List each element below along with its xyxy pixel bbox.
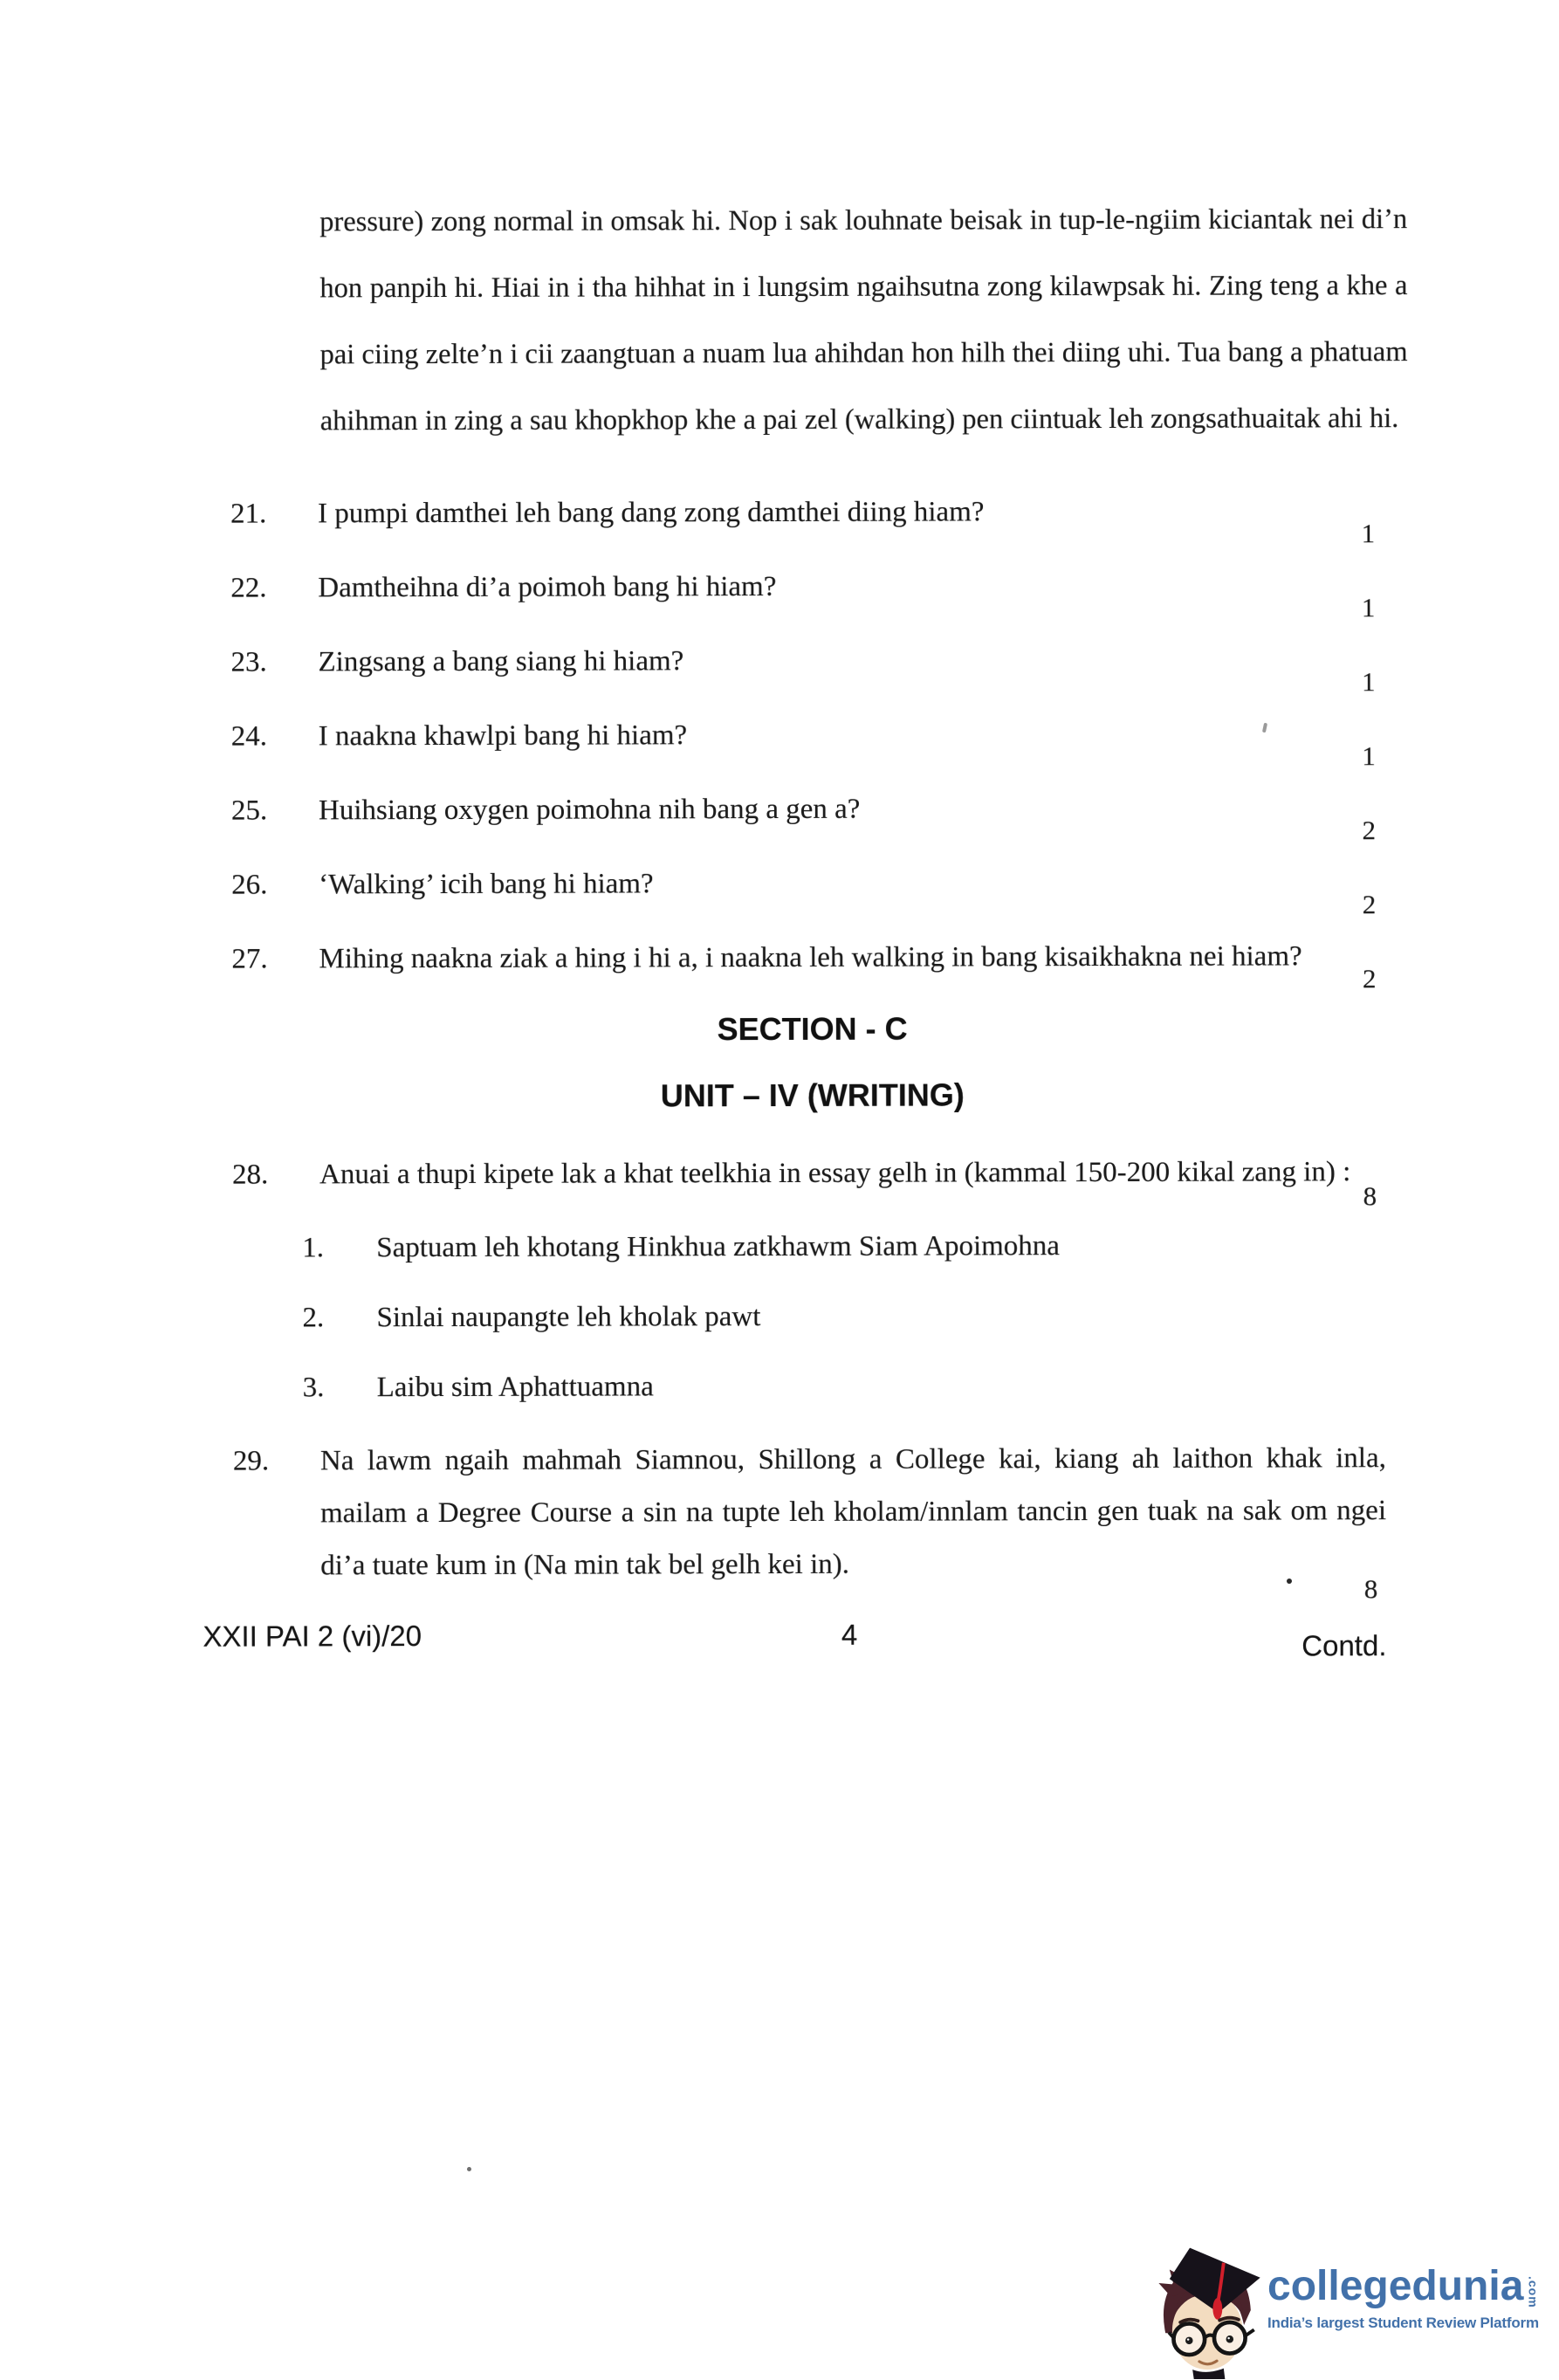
paper-code: XXII PAI 2 (vi)/20 xyxy=(203,1620,422,1653)
question-29-block xyxy=(232,1432,1387,1605)
essay-topic-1 xyxy=(302,1222,1385,1270)
logo-tagline: India’s largest Student Review Platform xyxy=(1267,2315,1539,2331)
question-number: 22. xyxy=(230,572,267,604)
question-marks: 8 xyxy=(1363,1573,1378,1605)
question-27 xyxy=(231,933,1384,994)
topic-text: Laibu sim Aphattuamna xyxy=(376,1371,654,1404)
question-29 xyxy=(232,1432,1387,1605)
question-text: Huihsiang oxygen poimohna nih bang a gen a? xyxy=(318,793,861,827)
question-text: ‘Walking’ icih bang hi hiam? xyxy=(319,868,654,901)
question-number: 28. xyxy=(231,1159,269,1191)
question-number: 21. xyxy=(230,498,267,530)
question-number: 29. xyxy=(232,1445,270,1477)
question-number: 27. xyxy=(231,943,268,975)
topic-number: 3. xyxy=(302,1372,325,1404)
question-list xyxy=(230,488,1384,994)
question-number: 26. xyxy=(231,869,268,901)
question-text: Anuai a thupi kipete lak a khat teelkhia in essay gelh in (kammal 150-200 kikal zang in) : xyxy=(319,1156,1351,1191)
question-marks: 2 xyxy=(1362,963,1377,994)
question-marks: 8 xyxy=(1363,1180,1377,1212)
topic-text: Sinlai naupangte leh kholak pawt xyxy=(376,1301,761,1334)
question-text: I naakna khawlpi bang hi hiam? xyxy=(318,719,688,753)
question-26 xyxy=(231,859,1384,920)
question-25 xyxy=(230,785,1384,846)
scan-artifact-dot xyxy=(1287,1579,1292,1584)
topic-number: 1. xyxy=(302,1232,325,1264)
question-21 xyxy=(230,488,1384,549)
question-marks: 1 xyxy=(1361,592,1376,623)
question-number: 24. xyxy=(230,720,268,753)
topic-text: Saptuam leh khotang Hinkhua zatkhawm Siam Apoimohna xyxy=(376,1230,1061,1264)
essay-topic-3 xyxy=(303,1362,1386,1410)
essay-topic-2 xyxy=(302,1292,1385,1340)
question-marks: 1 xyxy=(1362,740,1376,772)
logo-wordmark: collegedunia xyxy=(1267,2263,1524,2309)
question-marks: 2 xyxy=(1362,889,1377,920)
question-28 xyxy=(231,1147,1385,1212)
question-text: I pumpi damthei leh bang dang zong damthei diing hiam? xyxy=(318,496,985,530)
logo-text-block xyxy=(1267,2264,1540,2332)
unit-heading: UNIT – IV (WRITING) xyxy=(660,1077,965,1114)
question-28-block xyxy=(232,1147,1386,1410)
question-text: Na lawm ngaih mahmah Siamnou, Shillong a College kai, kiang ah laithon khak inla, mailam a Degree Course a sin na tupte leh kholam/innlam tancin gen tuak na sak om ngei di’a tuate kum in (Na min tak bel gelh kei in). xyxy=(319,1442,1387,1582)
question-23 xyxy=(230,636,1384,698)
scan-artifact-dot xyxy=(467,2167,471,2171)
question-text: Mihing naakna ziak a hing i hi a, i naakna leh walking in bang kisaikhakna nei hiam? xyxy=(319,940,1302,975)
question-24 xyxy=(230,711,1384,772)
question-marks: 1 xyxy=(1361,518,1376,549)
question-text: Damtheihna di’a poimoh bang hi hiam? xyxy=(318,571,777,604)
question-number: 25. xyxy=(230,794,268,827)
question-marks: 1 xyxy=(1362,666,1376,698)
page-number: 4 xyxy=(841,1618,858,1651)
question-22 xyxy=(230,562,1384,623)
question-number: 23. xyxy=(230,646,267,678)
intro-paragraph: pressure) zong normal in omsak hi. Nop i sak louhnate beisak in tup-le-ngiim kiciantak nei di’n hon panpih hi. Hiai in i tha hihhat in i lungsim ngaihsutna zong kilawpsak hi. Zing teng a khe a pai ciing zelte’n i cii zaangtuan a nuam lua ahihdan hon hilh thei diing uhi. Tua bang a phatuam ahihman in zing a sau khopkhop khe a pai zel (walking) pen ciintuak leh zongsathuaitak ahi hi. xyxy=(319,203,1408,437)
contd-label: Contd. xyxy=(1301,1629,1387,1662)
section-heading: SECTION - C xyxy=(717,1010,908,1048)
question-marks: 2 xyxy=(1362,815,1377,846)
collegedunia-logo xyxy=(1135,2222,1559,2380)
student-mascot-icon xyxy=(1150,2244,1266,2379)
logo-tld: .com xyxy=(1526,2276,1541,2308)
topic-number: 2. xyxy=(302,1302,325,1334)
question-text: Zingsang a bang siang hi hiam? xyxy=(318,645,684,678)
essay-topic-list xyxy=(302,1222,1386,1410)
page-footer xyxy=(203,1617,1387,1662)
